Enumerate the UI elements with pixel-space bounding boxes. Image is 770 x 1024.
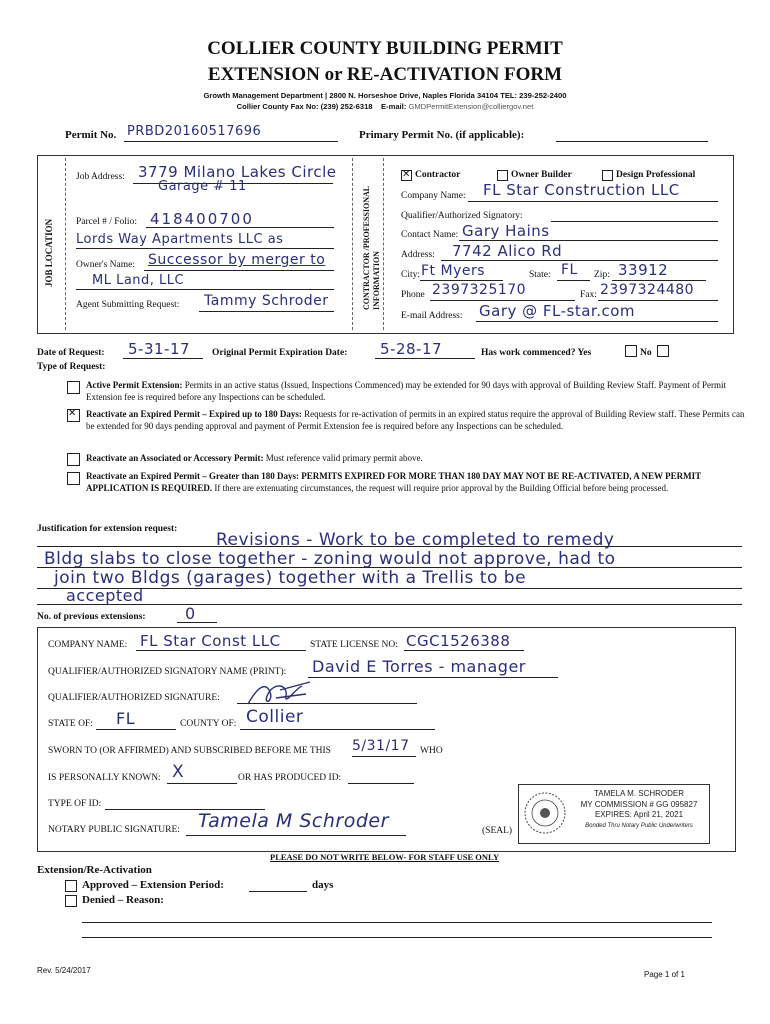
denied-label: Denied – Reason: bbox=[82, 894, 164, 906]
company-name-value[interactable]: FL Star Construction LLC bbox=[483, 181, 680, 199]
revision-date: Rev. 5/24/2017 bbox=[37, 966, 91, 975]
permit-no-value[interactable]: PRBD20160517696 bbox=[127, 124, 262, 139]
contractor-checkbox[interactable] bbox=[401, 170, 412, 181]
job-location-section-label: JOB LOCATION bbox=[44, 218, 54, 287]
department-address: Growth Management Department | 2800 N. Horseshoe Drive, Naples Florida 34104 TEL: 239-252-2400 bbox=[203, 91, 567, 100]
justification-line-2[interactable]: Bldg slabs to close together - zoning would not approve, had to bbox=[44, 549, 616, 569]
active-permit-extension-checkbox[interactable] bbox=[67, 381, 80, 394]
zip-label: Zip: bbox=[594, 270, 610, 280]
justification-line-1[interactable]: Revisions - Work to be completed to remedy bbox=[216, 530, 615, 550]
personally-known-value[interactable]: X bbox=[172, 762, 185, 782]
qualifier-signature[interactable] bbox=[240, 678, 320, 710]
stamp-commission: MY COMMISSION # GG 095827 bbox=[580, 799, 698, 809]
qualifier-label: Qualifier/Authorized Signatory: bbox=[401, 211, 523, 221]
work-commenced-no-checkbox[interactable] bbox=[657, 345, 669, 357]
state-of-label: STATE OF: bbox=[48, 719, 93, 729]
owner-name-value-3[interactable]: ML Land, LLC bbox=[92, 273, 185, 288]
qualifier-signature-label: QUALIFIER/AUTHORIZED SIGNATURE: bbox=[48, 693, 220, 703]
owner-name-label: Owner's Name: bbox=[76, 260, 135, 270]
option-title: Active Permit Extension: bbox=[86, 380, 183, 390]
primary-permit-label: Primary Permit No. (if applicable): bbox=[359, 129, 525, 141]
design-professional-label: Design Professional bbox=[616, 170, 696, 180]
owner-builder-label: Owner Builder bbox=[511, 170, 572, 180]
justification-line-3[interactable]: join two Bldgs (garages) together with a Trellis to be bbox=[54, 568, 527, 588]
owner-name-value-1[interactable]: Lords Way Apartments LLC as bbox=[76, 232, 284, 247]
stamp-expires: EXPIRES: April 21, 2021 bbox=[594, 810, 684, 819]
denied-reason-line-1[interactable] bbox=[82, 922, 712, 923]
option-text: If there are extenuating circumstances, the request will require prior approval by the Building Official before being processed. bbox=[214, 483, 669, 493]
approved-checkbox[interactable] bbox=[65, 880, 77, 892]
owner-name-value-2[interactable]: Successor by merger to bbox=[148, 252, 326, 268]
page-number: Page 1 of 1 bbox=[644, 970, 685, 979]
state-label: State: bbox=[529, 270, 551, 280]
contact-name-value[interactable]: Gary Hains bbox=[462, 222, 550, 240]
notary-stamp bbox=[518, 784, 710, 844]
personally-known-label: IS PERSONALLY KNOWN: bbox=[48, 773, 161, 783]
type-of-id-label: TYPE OF ID: bbox=[48, 799, 102, 809]
type-of-request-label: Type of Request: bbox=[37, 362, 106, 372]
produced-id-field[interactable] bbox=[348, 783, 414, 784]
reactivate-180-checkbox[interactable] bbox=[67, 409, 80, 422]
job-address-label: Job Address: bbox=[76, 172, 125, 182]
option-title: Reactivate an Expired Permit – Greater than 180 Days: PERMITS EXPIRED FOR MORE THAN 180 DAY MAY NOT BE RE-ACTIVATED, A NEW PERMIT APPLICATION IS REQUIRED. bbox=[86, 471, 701, 493]
state-license-label: STATE LICENSE NO: bbox=[310, 640, 398, 650]
days-label: days bbox=[312, 879, 334, 891]
original-expiration-value[interactable]: 5-28-17 bbox=[380, 340, 443, 358]
phone-value[interactable]: 2397325170 bbox=[432, 282, 527, 298]
form-title-line2: EXTENSION or RE-ACTIVATION FORM bbox=[207, 64, 563, 85]
contractor-address-value[interactable]: 7742 Alico Rd bbox=[452, 242, 563, 260]
agent-label: Agent Submitting Request: bbox=[76, 300, 180, 310]
sworn-date-value[interactable]: 5/31/17 bbox=[352, 738, 410, 754]
contractor-email-value[interactable]: Gary @ FL-star.com bbox=[479, 302, 636, 320]
fax-label: Collier County Fax No: (239) 252-6318 bbox=[236, 102, 373, 111]
contractor-section-label: CONTRACTOR /PROFESSIONAL INFORMATION bbox=[362, 186, 381, 310]
seal-label: (SEAL) bbox=[482, 826, 513, 836]
permit-no-label: Permit No. bbox=[65, 129, 117, 141]
contractor-option-label: Contractor bbox=[415, 170, 461, 180]
zip-value[interactable]: 33912 bbox=[618, 261, 669, 279]
agent-value[interactable]: Tammy Schroder bbox=[204, 293, 329, 309]
contractor-email-label: E-mail Address: bbox=[401, 311, 463, 321]
owner-builder-checkbox[interactable] bbox=[497, 170, 508, 181]
county-of-value[interactable]: Collier bbox=[246, 707, 304, 727]
notary-seal-icon bbox=[523, 791, 567, 835]
denied-reason-line-2[interactable] bbox=[82, 937, 712, 938]
option-active-extension bbox=[86, 379, 746, 403]
sworn-label: SWORN TO (OR AFFIRMED) AND SUBSCRIBED BEFORE ME THIS bbox=[48, 746, 331, 756]
company-name-notary-value[interactable]: FL Star Const LLC bbox=[140, 632, 281, 650]
option-reactivate-associated bbox=[86, 452, 746, 464]
job-address-value[interactable]: 3779 Milano Lakes Circle bbox=[138, 163, 337, 181]
city-value[interactable]: Ft Myers bbox=[421, 263, 486, 279]
city-label: City: bbox=[401, 270, 421, 280]
produced-id-label: OR HAS PRODUCED ID: bbox=[238, 773, 342, 783]
denied-checkbox[interactable] bbox=[65, 895, 77, 907]
option-reactivate-over-180 bbox=[86, 470, 736, 494]
approved-label: Approved – Extension Period: bbox=[82, 879, 224, 891]
extension-period-field[interactable] bbox=[249, 891, 307, 892]
option-title: Reactivate an Expired Permit – Expired up to 180 Days: bbox=[86, 409, 302, 419]
county-of-label: COUNTY OF: bbox=[180, 719, 237, 729]
email-label: E-mail: bbox=[380, 102, 407, 111]
work-commenced-yes-checkbox[interactable] bbox=[625, 345, 637, 357]
qualifier-print-label: QUALIFIER/AUTHORIZED SIGNATORY NAME (PRINT): bbox=[48, 667, 287, 677]
justification-label: Justification for extension request: bbox=[37, 524, 178, 534]
previous-extensions-value[interactable]: 0 bbox=[185, 604, 196, 623]
work-commenced-no-label: No bbox=[640, 348, 652, 358]
previous-extensions-label: No. of previous extensions: bbox=[37, 612, 146, 622]
reactivate-associated-checkbox[interactable] bbox=[67, 453, 80, 466]
option-text: Must reference valid primary permit above. bbox=[265, 453, 423, 463]
form-title-line1: COLLIER COUNTY BUILDING PERMIT bbox=[207, 38, 563, 59]
option-text: Requests for re-activation of permits in an expired status require the approval of Building Review staff. These Permits can be extended for 90 days pending approval and payment of Permit Extension fee is required before any Inspections can be scheduled. bbox=[86, 409, 745, 431]
date-of-request-label: Date of Request: bbox=[37, 348, 105, 358]
company-name-notary-label: COMPANY NAME: bbox=[48, 640, 128, 650]
notary-signature-value[interactable]: Tamela M Schroder bbox=[198, 810, 389, 832]
fax-label: Fax: bbox=[580, 290, 597, 300]
qualifier-field[interactable] bbox=[551, 221, 718, 222]
staff-use-heading: PLEASE DO NOT WRITE BELOW- FOR STAFF USE ONLY bbox=[270, 852, 500, 862]
option-reactivate-180 bbox=[86, 408, 746, 432]
stamp-bonded: Bonded Thru Notary Public Underwriters bbox=[585, 822, 693, 829]
contact-name-label: Contact Name: bbox=[401, 230, 459, 240]
option-title: Reactivate an Associated or Accessory Permit: bbox=[86, 453, 264, 463]
job-address-value-2[interactable]: Garage # 11 bbox=[158, 179, 247, 194]
justification-line-4[interactable]: accepted bbox=[66, 586, 144, 605]
fax-email-line bbox=[0, 102, 770, 111]
work-commenced-label: Has work commenced? Yes bbox=[481, 348, 592, 358]
original-expiration-label: Original Permit Expiration Date: bbox=[212, 348, 348, 358]
notary-signature-label: NOTARY PUBLIC SIGNATURE: bbox=[48, 825, 180, 835]
phone-label: Phone bbox=[401, 290, 425, 300]
state-value[interactable]: FL bbox=[561, 262, 578, 278]
fax-value[interactable]: 2397324480 bbox=[600, 282, 695, 298]
parcel-label: Parcel # / Folio: bbox=[76, 217, 137, 227]
qualifier-print-value[interactable]: David E Torres - manager bbox=[312, 657, 526, 676]
email-link[interactable]: GMDPermitExtension@colliergov.net bbox=[408, 102, 534, 111]
staff-section-title: Extension/Re-Activation bbox=[37, 864, 152, 876]
primary-permit-field[interactable] bbox=[556, 141, 708, 142]
contractor-address-label: Address: bbox=[401, 250, 435, 260]
date-of-request-value[interactable]: 5-31-17 bbox=[128, 340, 191, 358]
design-professional-checkbox[interactable] bbox=[602, 170, 613, 181]
company-name-label: Company Name: bbox=[401, 191, 466, 201]
stamp-name: TAMELA M. SCHRODER bbox=[593, 789, 685, 798]
option-text: Permits in an active status (Issued, Inspections Commenced) may be extended for 90 days with approval of Building Review Staff. Payment of Permit Extension fee is required before any Inspections can be scheduled. bbox=[86, 380, 726, 402]
who-label: WHO bbox=[420, 746, 443, 756]
reactivate-over-180-checkbox[interactable] bbox=[67, 472, 80, 485]
parcel-value[interactable]: 418400700 bbox=[150, 210, 254, 228]
state-of-value[interactable]: FL bbox=[116, 709, 136, 728]
state-license-value[interactable]: CGC1526388 bbox=[406, 632, 511, 650]
